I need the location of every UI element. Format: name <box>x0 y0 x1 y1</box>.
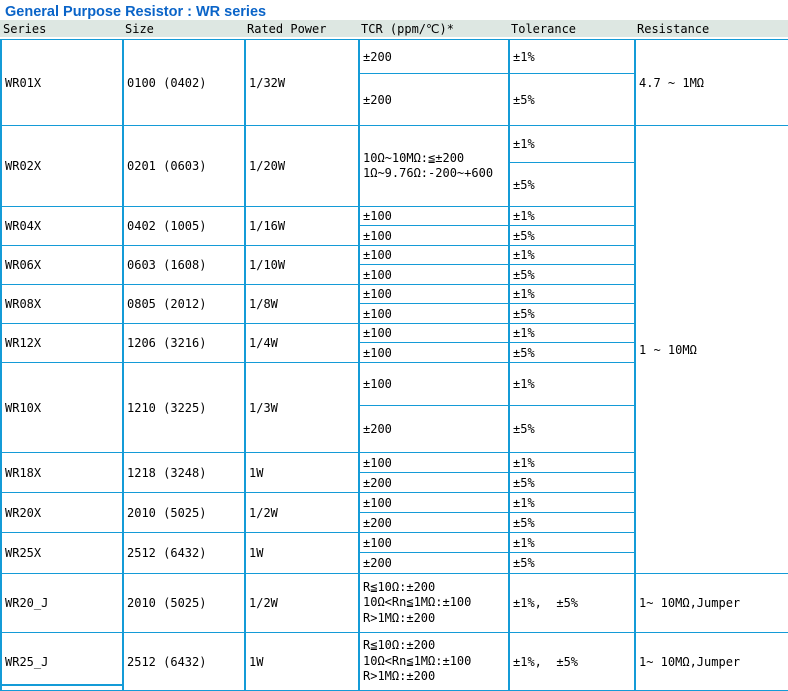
cell-series: WR06X <box>1 246 123 285</box>
cell-tol: ±1% <box>509 363 635 406</box>
cell-tol: ±1% <box>509 40 635 74</box>
cell-res: 1~ 10MΩ,Jumper <box>635 633 788 691</box>
cell-tol: ±5% <box>509 343 635 363</box>
cell-tcr: ±200 <box>359 40 509 74</box>
cell-tcr: ±100 <box>359 493 509 513</box>
cell-power: 1W <box>245 533 359 574</box>
cell-tcr: ±100 <box>359 343 509 363</box>
cell-series: WR20_J <box>1 574 123 633</box>
cell-power: 1/32W <box>245 40 359 126</box>
cell-series: WR04X <box>1 207 123 246</box>
cell-size: 0805 (2012) <box>123 285 245 324</box>
column-header-resistance: Resistance <box>637 21 710 36</box>
cell-power: 1W <box>245 453 359 493</box>
cell-tcr: ±100 <box>359 363 509 406</box>
spec-table-body <box>1 40 788 691</box>
cell-size: 2010 (5025) <box>123 493 245 533</box>
column-header-size: Size <box>125 21 154 36</box>
cell-power: 1/2W <box>245 574 359 633</box>
cell-size: 2512 (6432) <box>123 633 245 691</box>
cell-tol: ±1% <box>509 246 635 265</box>
cell-size: 1210 (3225) <box>123 363 245 453</box>
cell-series: WR10X <box>1 363 123 453</box>
cell-tcr: R≦10Ω:±200 10Ω<Rn≦1MΩ:±100 R>1MΩ:±200 <box>359 633 509 691</box>
cell-power: 1/10W <box>245 246 359 285</box>
cell-tol: ±1%, ±5% <box>509 574 635 633</box>
cell-tcr: ±200 <box>359 74 509 126</box>
cell-tcr: R≦10Ω:±200 10Ω<Rn≦1MΩ:±100 R>1MΩ:±200 <box>359 574 509 633</box>
cell-size: 2010 (5025) <box>123 574 245 633</box>
cell-tol: ±1% <box>509 453 635 473</box>
cell-size: 1218 (3248) <box>123 453 245 493</box>
cell-series: WR02X <box>1 126 123 207</box>
cell-series: WR18X <box>1 453 123 493</box>
cell-tol: ±1% <box>509 126 635 163</box>
cell-power: 1/2W <box>245 493 359 533</box>
cell-tcr: ±100 <box>359 304 509 324</box>
cell-tol: ±1% <box>509 533 635 553</box>
cell-tcr: ±100 <box>359 226 509 246</box>
cell-power: 1/20W <box>245 126 359 207</box>
cell-tol: ±5% <box>509 473 635 493</box>
cell-tol: ±5% <box>509 163 635 207</box>
table-column-headers <box>0 20 788 37</box>
cell-tol: ±1%, ±5% <box>509 633 635 691</box>
cell-tol: ±1% <box>509 285 635 304</box>
cell-series: WR20X <box>1 493 123 533</box>
cell-size: 0402 (1005) <box>123 207 245 246</box>
cell-tcr: ±200 <box>359 553 509 574</box>
column-header-series: Series <box>3 21 47 36</box>
cell-series: WR25X <box>1 533 123 574</box>
cell-power: 1/3W <box>245 363 359 453</box>
cell-series: WR08X <box>1 285 123 324</box>
cell-power: 1/16W <box>245 207 359 246</box>
cell-tol: ±5% <box>509 304 635 324</box>
column-header-tolerance: Tolerance <box>511 21 577 36</box>
cell-power: 1/8W <box>245 285 359 324</box>
cell-series: WR12X <box>1 324 123 363</box>
cell-series: WR25_J <box>1 633 123 691</box>
cell-tcr: ±100 <box>359 285 509 304</box>
cell-power: 1/4W <box>245 324 359 363</box>
table-row <box>1 633 788 691</box>
table-row <box>1 574 788 633</box>
cell-size: 2512 (6432) <box>123 533 245 574</box>
cell-size: 1206 (3216) <box>123 324 245 363</box>
resistor-spec-table <box>0 39 788 691</box>
cell-series: WR01X <box>1 40 123 126</box>
column-header-rated-power: Rated Power <box>247 21 327 36</box>
cell-tol: ±1% <box>509 493 635 513</box>
cell-size: 0201 (0603) <box>123 126 245 207</box>
cell-tol: ±5% <box>509 406 635 453</box>
table-row <box>1 40 788 74</box>
cell-size: 0100 (0402) <box>123 40 245 126</box>
cell-tcr: ±100 <box>359 533 509 553</box>
table-row <box>1 126 788 163</box>
cell-tcr: ±100 <box>359 207 509 226</box>
cell-tol: ±5% <box>509 226 635 246</box>
cell-tol: ±5% <box>509 265 635 285</box>
cell-res: 1~ 10MΩ,Jumper <box>635 574 788 633</box>
cell-tol: ±5% <box>509 74 635 126</box>
cell-tcr: ±100 <box>359 246 509 265</box>
cell-size: 0603 (1608) <box>123 246 245 285</box>
cell-res: 4.7 ~ 1MΩ <box>635 40 788 126</box>
page-title: General Purpose Resistor : WR series <box>5 4 267 20</box>
table-bottom-edge <box>0 684 123 686</box>
cell-tcr: ±200 <box>359 406 509 453</box>
cell-tcr: ±100 <box>359 265 509 285</box>
cell-power: 1W <box>245 633 359 691</box>
cell-tol: ±1% <box>509 207 635 226</box>
cell-tcr: ±100 <box>359 453 509 473</box>
column-header-tcr: TCR (ppm/℃)* <box>361 21 454 36</box>
cell-tcr: 10Ω~10MΩ:≦±200 1Ω~9.76Ω:-200~+600 <box>359 126 509 207</box>
cell-tcr: ±100 <box>359 324 509 343</box>
cell-tol: ±5% <box>509 553 635 574</box>
cell-tcr: ±200 <box>359 513 509 533</box>
cell-tol: ±5% <box>509 513 635 533</box>
cell-tcr: ±200 <box>359 473 509 493</box>
cell-tol: ±1% <box>509 324 635 343</box>
cell-res: 1 ~ 10MΩ <box>635 126 788 574</box>
